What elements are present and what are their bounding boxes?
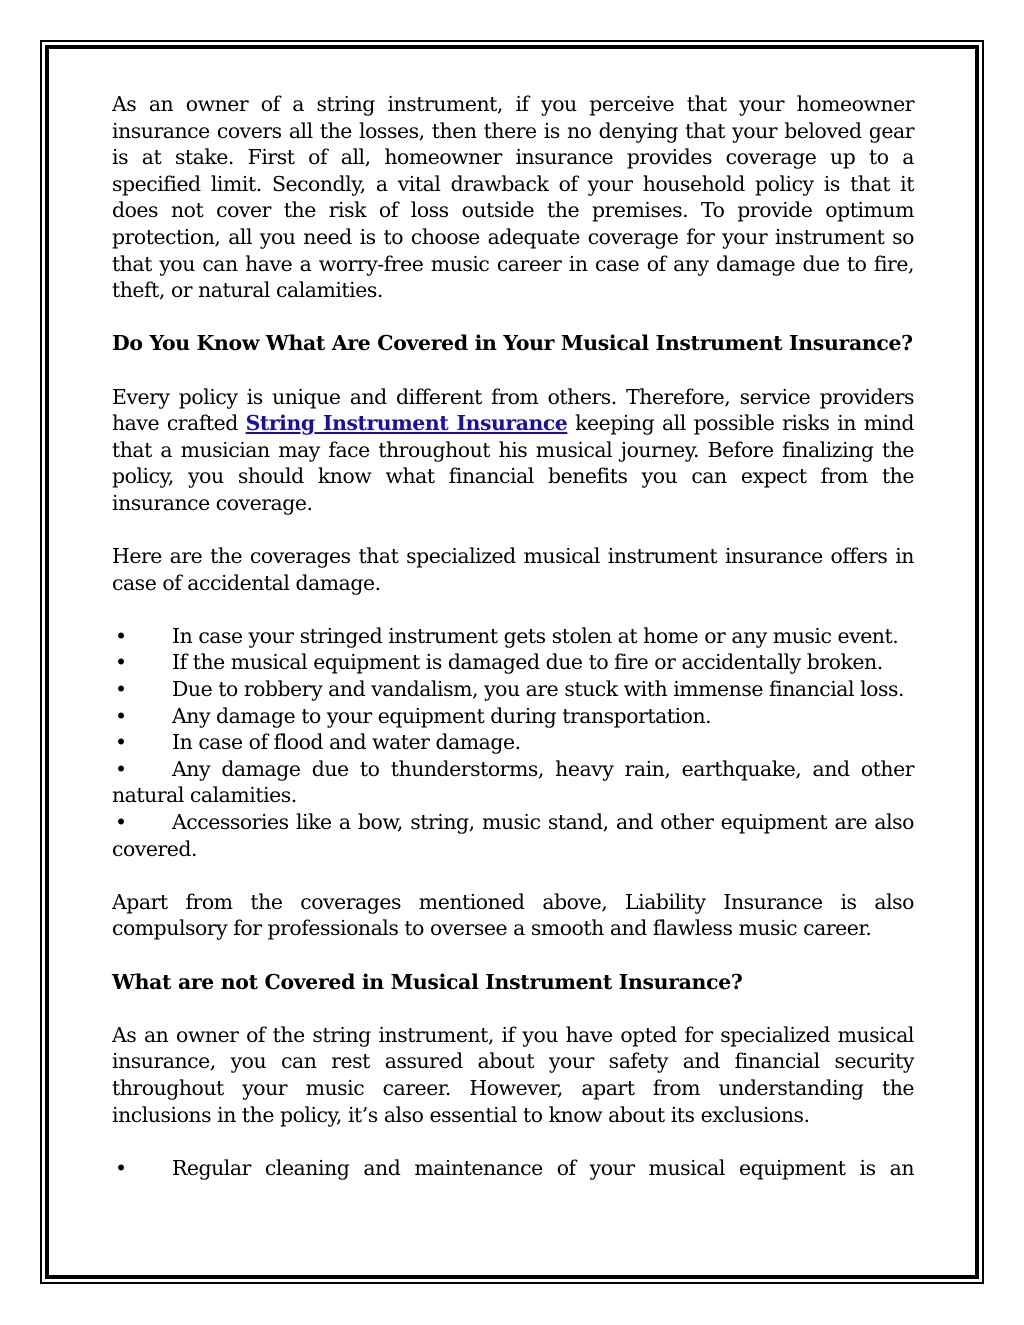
policy-text-end: keeping all possible risks in mind that a musician may face throughout his musical journey. Before finalizing the policy, you should know what financial benefits you can expect from the insurance coverage.: [112, 411, 914, 515]
policy-text-start: Every policy is unique and different from others. Therefore, service providers have crafted: [112, 384, 914, 436]
bullet-icon: •: [115, 1155, 127, 1180]
list-item: [112, 676, 914, 703]
bullet-icon: •: [115, 623, 127, 648]
section-heading-not-covered: What are not Covered in Musical Instrument Insurance?: [112, 969, 743, 994]
list-item-text: In case your stringed instrument gets stolen at home or any music event.: [172, 623, 899, 648]
list-item: [112, 649, 914, 676]
bullet-icon: •: [115, 730, 127, 755]
bullet-icon: •: [115, 756, 127, 781]
list-item: [112, 756, 914, 809]
coverage-list: [112, 623, 914, 862]
list-item: [112, 1155, 914, 1182]
list-item-text: Due to robbery and vandalism, you are stuck with immense financial loss.: [172, 677, 905, 702]
bullet-icon: •: [115, 650, 127, 675]
exclusions-intro-paragraph: As an owner of the string instrument, if you have opted for specialized musical insurance, you can rest assured about your safety and financial security throughout your music career. However, apart from understanding the inclusions in the policy, it’s also essential to know about its exclusions.: [112, 1022, 914, 1127]
bullet-icon: •: [115, 703, 127, 728]
list-item: [112, 623, 914, 650]
section-heading-covered: Do You Know What Are Covered in Your Musical Instrument Insurance?: [112, 331, 913, 356]
string-instrument-insurance-link[interactable]: String Instrument Insurance: [245, 411, 568, 436]
list-item-text: Regular cleaning and maintenance of your musical equipment is an: [172, 1155, 914, 1180]
exclusion-list: [112, 1155, 914, 1182]
bullet-icon: •: [115, 677, 127, 702]
list-item: [112, 809, 914, 862]
bullet-icon: •: [115, 810, 127, 835]
intro-paragraph: As an owner of a string instrument, if you perceive that your homeowner insurance covers all the losses, then there is no denying that your beloved gear is at stake. First of all, homeowner insurance provides coverage up to a specified limit. Secondly, a vital drawback of your household policy is that it does not cover the risk of loss outside the premises. To provide optimum protection, all you need is to choose adequate coverage for your instrument so that you can have a worry-free music career in case of any damage due to fire, theft, or natural calamities.: [112, 92, 914, 303]
policy-paragraph: [112, 384, 914, 517]
list-item-text: If the musical equipment is damaged due to fire or accidentally broken.: [172, 650, 883, 675]
document-body: [112, 91, 914, 1181]
list-item: [112, 703, 914, 730]
list-item-text: Any damage due to thunderstorms, heavy rain, earthquake, and other natural calamities.: [112, 756, 914, 808]
list-item-text: In case of flood and water damage.: [172, 730, 521, 755]
list-item-text: Accessories like a bow, string, music stand, and other equipment are also covered.: [112, 810, 914, 861]
list-item-text: Any damage to your equipment during transportation.: [172, 703, 712, 728]
list-item: [112, 729, 914, 756]
coverages-intro-paragraph: Here are the coverages that specialized musical instrument insurance offers in case of accidental damage.: [112, 544, 914, 595]
liability-paragraph: Apart from the coverages mentioned above, Liability Insurance is also compulsory for professionals to oversee a smooth and flawless music career.: [112, 889, 914, 941]
